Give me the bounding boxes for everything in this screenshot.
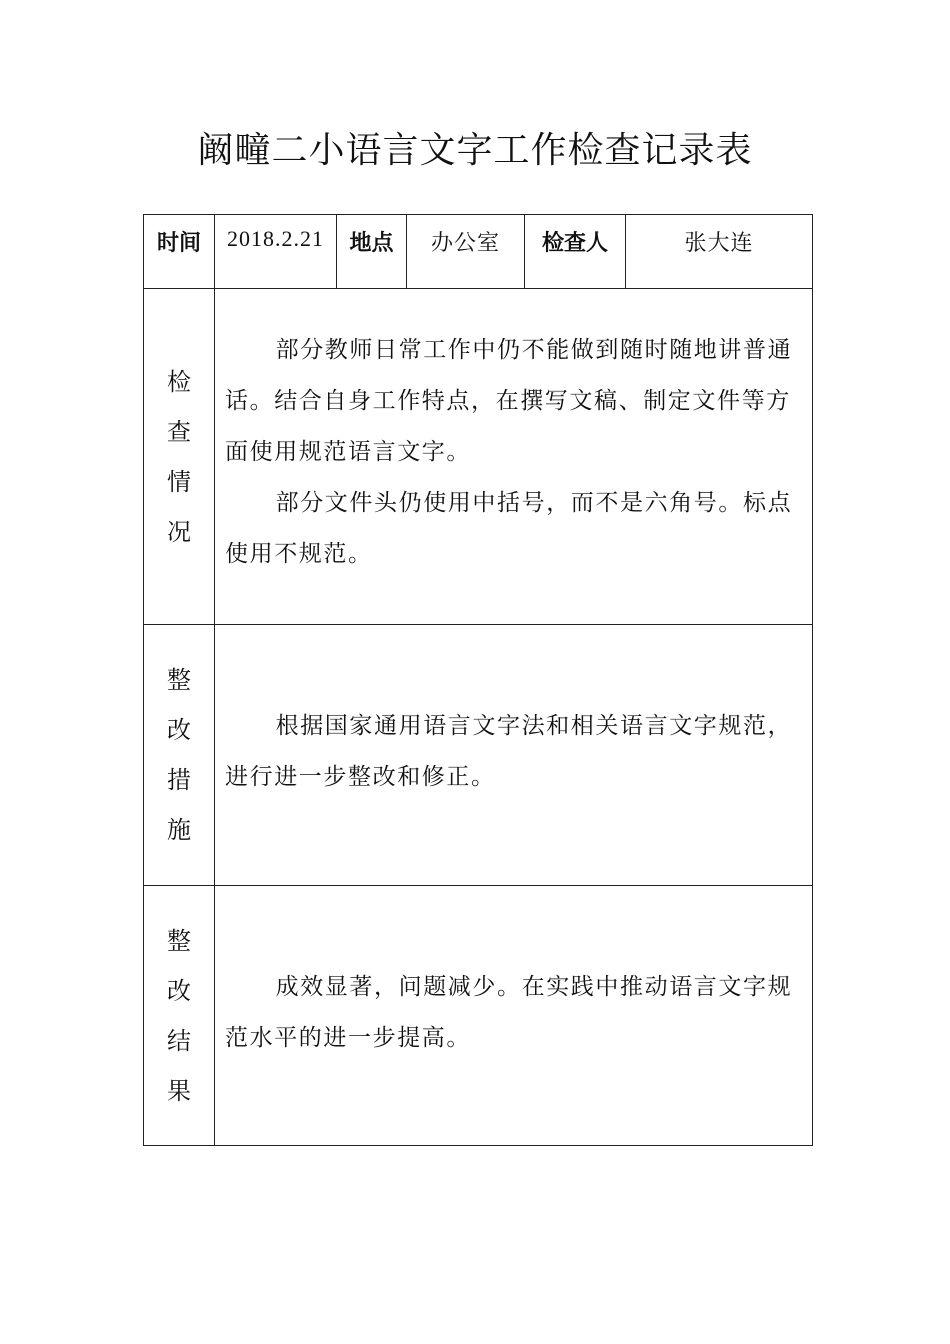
inspection-paragraph: 部分教师日常工作中仍不能做到随时随地讲普通话。结合自身工作特点，在撰写文稿、制定文件等方面使用规范语言文字。 <box>225 337 793 465</box>
label-char: 施 <box>167 816 191 844</box>
inspector-label: 检查人 <box>525 215 626 289</box>
label-char: 结 <box>167 1026 191 1055</box>
inspection-row <box>144 289 813 625</box>
inspection-label <box>144 289 215 625</box>
label-char: 措 <box>167 766 191 794</box>
measures-content <box>215 625 813 886</box>
label-char: 查 <box>167 417 191 446</box>
inspection-paragraph: 部分文件头仍使用中括号，而不是六角号。标点使用不规范。 <box>225 490 793 567</box>
label-char: 果 <box>167 1076 191 1105</box>
results-label <box>144 886 215 1146</box>
label-char: 情 <box>167 467 191 496</box>
label-char: 况 <box>167 517 191 546</box>
label-char: 改 <box>167 716 191 744</box>
label-char: 整 <box>167 666 191 694</box>
document-title: 阚疃二小语言文字工作检查记录表 <box>197 130 753 171</box>
measures-row <box>144 625 813 886</box>
place-value: 办公室 <box>407 215 525 289</box>
inspection-content <box>215 289 813 625</box>
place-label: 地点 <box>337 215 407 289</box>
record-table <box>143 214 813 1146</box>
label-char: 检 <box>167 367 191 396</box>
measures-label <box>144 625 215 886</box>
label-char: 改 <box>167 976 191 1005</box>
time-value: 2018.2.21 <box>215 215 337 289</box>
results-paragraph: 成效显著，问题减少。在实践中推动语言文字规范水平的进一步提高。 <box>225 974 793 1051</box>
time-label: 时间 <box>144 215 215 289</box>
label-char: 整 <box>167 926 191 955</box>
measures-paragraph: 根据国家通用语言文字法和相关语言文字规范，进行进一步整改和修正。 <box>225 713 793 790</box>
inspector-value: 张大连 <box>626 215 813 289</box>
results-row <box>144 886 813 1146</box>
header-row <box>144 215 813 289</box>
results-content <box>215 886 813 1146</box>
